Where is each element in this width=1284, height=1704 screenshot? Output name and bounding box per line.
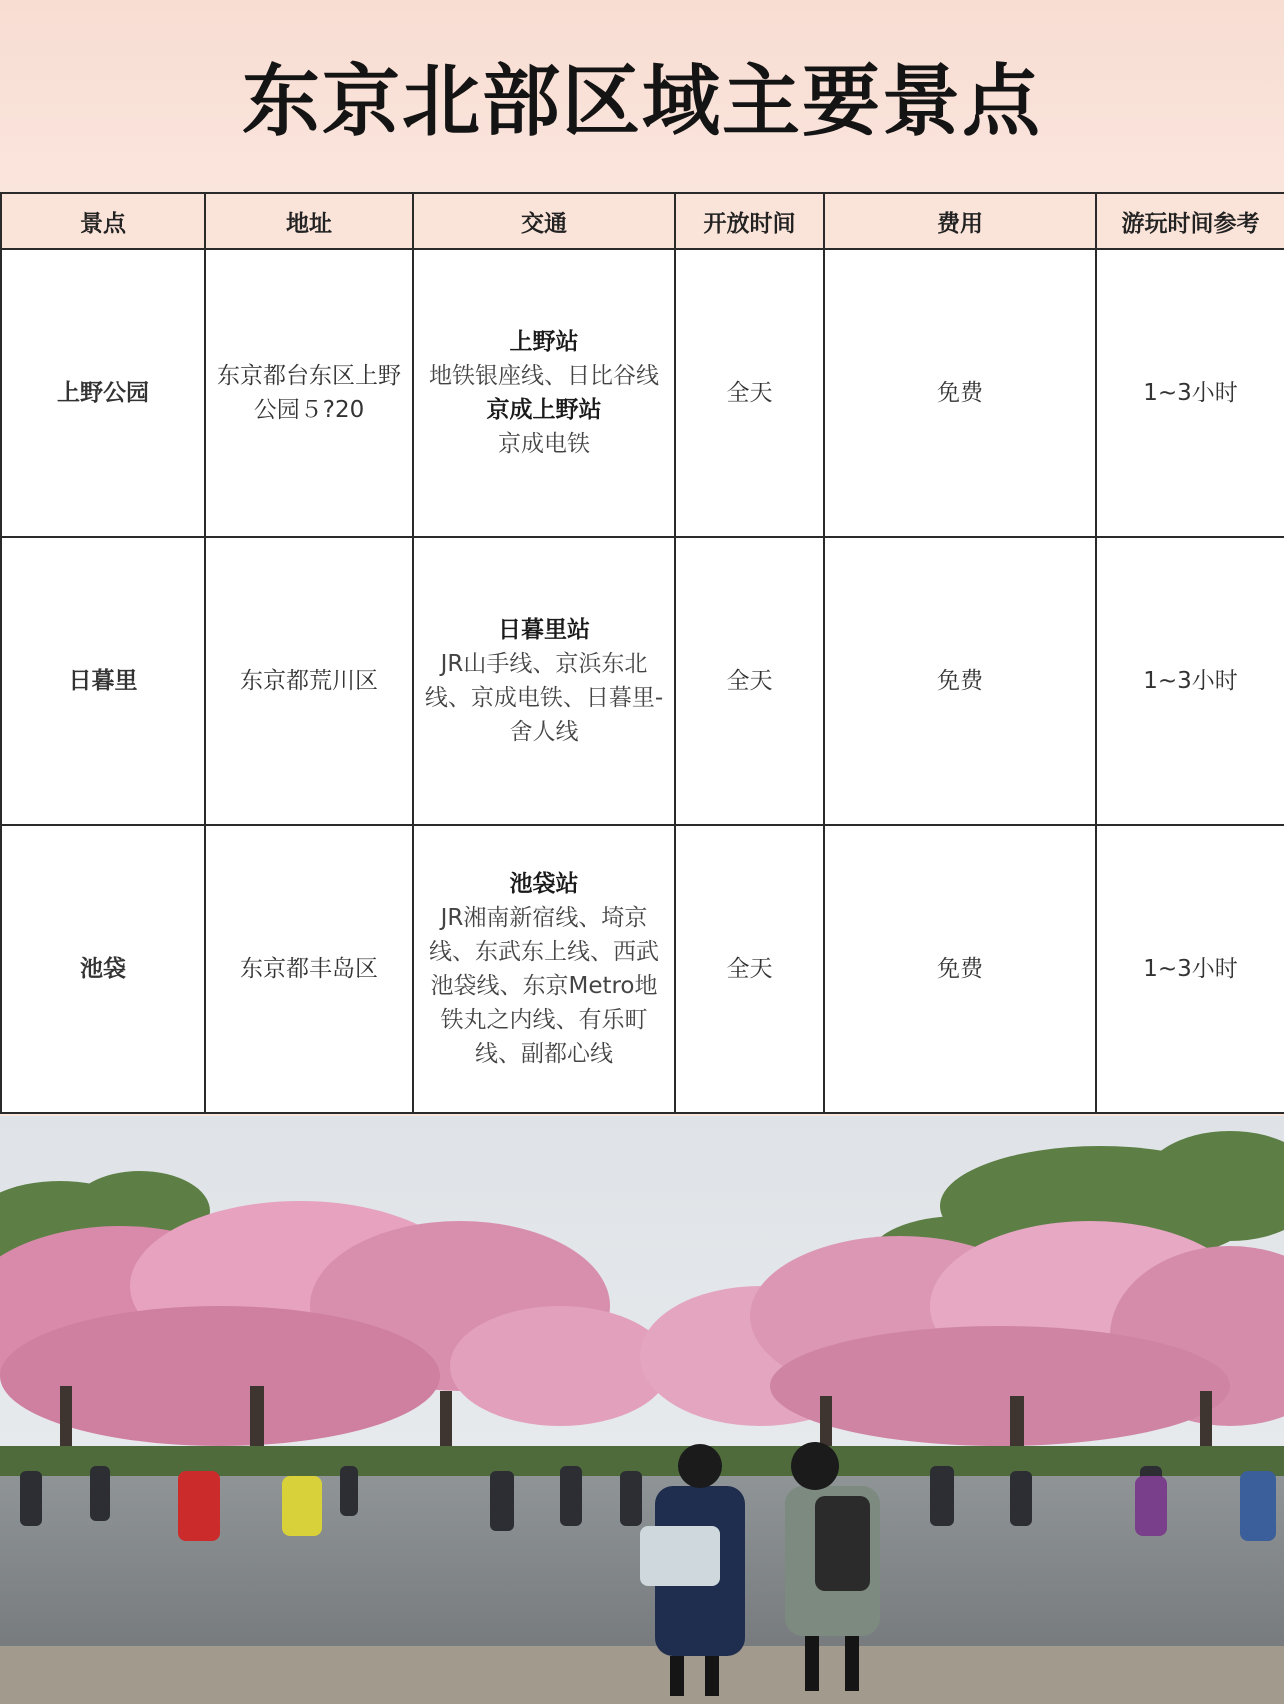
spot-transport [413, 825, 675, 1113]
spot-transport [413, 249, 675, 537]
table-row [1, 825, 1284, 1113]
station-lines: 京成电铁 [498, 431, 590, 457]
header-address: 地址 [205, 193, 413, 249]
spot-transport [413, 537, 675, 825]
spot-duration: 1~3小时 [1096, 825, 1284, 1113]
spot-address: 东京都荒川区 [205, 537, 413, 825]
spot-duration: 1~3小时 [1096, 537, 1284, 825]
spot-name: 池袋 [1, 825, 205, 1113]
header-spot: 景点 [1, 193, 205, 249]
station-name: 上野站 [509, 329, 579, 355]
station-lines: 地铁银座线、日比谷线 [429, 363, 659, 389]
spot-address: 东京都台东区上野公园５?20 [205, 249, 413, 537]
cherry-blossom-photo [0, 1116, 1284, 1704]
station-name: 池袋站 [509, 871, 579, 897]
spot-address: 东京都丰岛区 [205, 825, 413, 1113]
spot-hours: 全天 [675, 537, 824, 825]
station-lines: JR湘南新宿线、埼京线、东武东上线、西武池袋线、东京Metro地铁丸之内线、有乐町线、副都心线 [429, 905, 659, 1067]
station-name: 日暮里站 [498, 617, 590, 643]
table-row [1, 537, 1284, 825]
spot-fee: 免费 [824, 825, 1096, 1113]
table-row [1, 249, 1284, 537]
header-fee: 费用 [824, 193, 1096, 249]
spot-fee: 免费 [824, 249, 1096, 537]
station-name: 京成上野站 [486, 397, 602, 423]
title-banner [0, 0, 1284, 192]
header-transport: 交通 [413, 193, 675, 249]
spot-hours: 全天 [675, 249, 824, 537]
spot-name: 日暮里 [1, 537, 205, 825]
table-header-row [1, 193, 1284, 249]
spot-duration: 1~3小时 [1096, 249, 1284, 537]
park-scene-illustration [0, 1116, 1284, 1704]
spot-fee: 免费 [824, 537, 1096, 825]
station-lines: JR山手线、京浜东北线、京成电铁、日暮里-舍人线 [424, 651, 664, 745]
page-title: 东京北部区域主要景点 [241, 57, 1042, 147]
spot-hours: 全天 [675, 825, 824, 1113]
header-duration: 游玩时间参考 [1096, 193, 1284, 249]
attractions-table [0, 192, 1284, 1114]
spot-name: 上野公园 [1, 249, 205, 537]
header-hours: 开放时间 [675, 193, 824, 249]
